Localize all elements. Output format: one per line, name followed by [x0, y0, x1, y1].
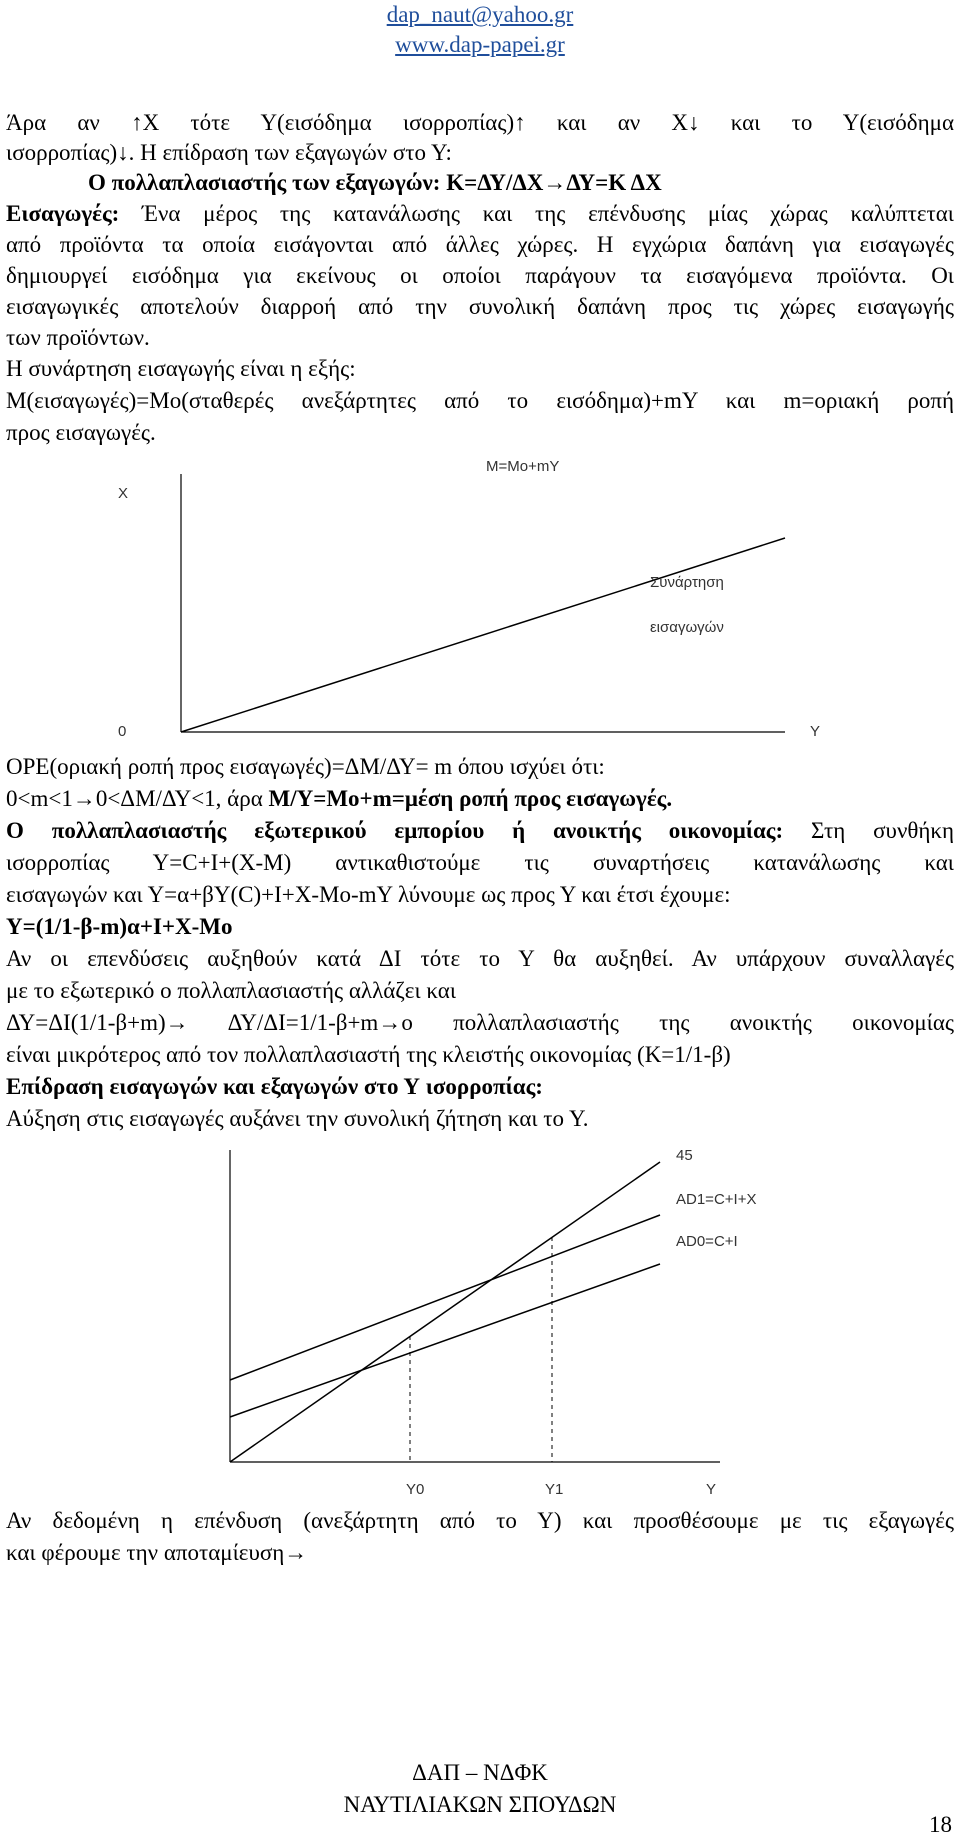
paragraph-line: των προϊόντων.	[6, 325, 150, 350]
average-propensity: Μ/Υ=Μο+m=μέση ροπή προς εισαγωγές.	[268, 786, 673, 811]
paragraph-line: εισαγωγικές αποτελούν διαρροή από την συνολική δαπάνη προς τις χώρες εισαγωγής	[6, 294, 954, 319]
paragraph-line: δημιουργεί εισόδημα για εκείνους οι οποίοι παράγουν τα εισαγόμενα προϊόντα. Οι	[6, 263, 954, 288]
header-website[interactable]: www.dap-papei.gr	[395, 32, 565, 57]
paragraph-line: Η συνάρτηση εισαγωγής είναι η εξής:	[6, 356, 356, 381]
paragraph-line: από προϊόντα τα οποία εισάγονται από άλλες χώρες. Η εγχώρια δαπάνη για εισαγωγές	[6, 232, 954, 257]
ad1-line	[230, 1215, 660, 1380]
import-function-label: εισαγωγών	[650, 619, 724, 636]
header-email[interactable]: dap_naut@yahoo.gr	[386, 2, 574, 27]
footer-line-1: ΔΑΠ – ΝΔΦΚ	[412, 1760, 548, 1785]
exports-multiplier-heading: Ο πολλαπλασιαστής των εξαγωγών: Κ=ΔΥ/ΔΧ→ΔΥ=Κ ΔΧ	[88, 170, 662, 195]
paragraph-line: ισορροπίας)↓. Η επίδραση των εξαγωγών στο Υ:	[6, 140, 452, 165]
equilibrium-formula: Υ=(1/1-β-m)α+I+X-Mo	[6, 914, 233, 939]
paragraph-line: ισορροπίας Υ=C+I+(X-M) αντικαθιστούμε τις συναρτήσεις κατανάλωσης και	[6, 850, 954, 875]
open-economy-multiplier-heading: Ο πολλαπλασιαστής εξωτερικού εμπορίου ή ανοικτής οικονομίας:	[6, 818, 784, 843]
paragraph-text: Στη συνθήκη	[783, 818, 955, 843]
paragraph-line: Μ(εισαγωγές)=Μο(σταθερές ανεξάρτητες από το εισόδημα)+mY και m=οριακή ροπή	[6, 388, 954, 413]
paragraph-line: Αν δεδομένη η επένδυση (ανεξάρτητη από το Υ) και προσθέσουμε με τις εξαγωγές	[6, 1508, 954, 1533]
paragraph-line	[6, 816, 954, 846]
paragraph-line	[6, 784, 954, 814]
aggregate-demand-chart	[0, 1140, 960, 1505]
ad0-line	[230, 1264, 660, 1417]
paragraph-line: ΔΥ=ΔΙ(1/1-β+m)→ ΔΥ/ΔΙ=1/1-β+m→ο πολλαπλασιαστής της ανοικτής οικονομίας	[6, 1010, 954, 1035]
paragraph-line: Αν οι επενδύσεις αυξηθούν κατά ΔΙ τότε το Υ θα αυξηθεί. Αν υπάρχουν συναλλαγές	[6, 946, 954, 971]
import-chart-x-label: Y	[810, 723, 821, 740]
import-chart-origin: 0	[118, 723, 127, 740]
imports-term: Εισαγωγές:	[6, 201, 120, 226]
paragraph-line: με το εξωτερικό ο πολλαπλασιαστής αλλάζει και	[6, 978, 457, 1003]
paragraph-line: είναι μικρότερος από τον πολλαπλασιαστή της κλειστής οικονομίας (Κ=1/1-β)	[6, 1042, 731, 1067]
label-45: 45	[676, 1147, 693, 1164]
effects-heading: Επίδραση εισαγωγών και εξαγωγών στο Υ ισορροπίας:	[6, 1074, 543, 1099]
paragraph-line	[6, 199, 954, 229]
label-ad0: AD0=C+I	[676, 1233, 738, 1250]
import-chart-title: Μ=Μο+mY	[486, 458, 560, 475]
imports-definition: Ένα μέρος της κατανάλωσης και της επένδυσης μίας χώρας καλύπτεται	[119, 201, 954, 226]
label-y0: Y0	[406, 1481, 425, 1498]
label-ad1: AD1=C+I+X	[676, 1191, 757, 1208]
paragraph-line: εισαγωγών και Υ=α+βΥ(C)+I+X-Mo-mY λύνουμε ως προς Υ και έτσι έχουμε:	[6, 882, 731, 907]
label-y: Y	[706, 1481, 717, 1498]
paragraph-line: προς εισαγωγές.	[6, 420, 156, 445]
line-45-degree	[230, 1162, 660, 1462]
paragraph-line: Αύξηση στις εισαγωγές αυξάνει την συνολική ζήτηση και το Υ.	[6, 1106, 589, 1131]
import-chart-y-label: X	[118, 485, 129, 502]
paragraph-line: Άρα αν ↑Χ τότε Υ(εισόδημα ισορροπίας)↑ και αν Χ↓ και το Υ(εισόδημα	[6, 110, 954, 135]
mpm-inequality: 0<m<1→0<ΔΜ/ΔΥ<1, άρα	[6, 786, 269, 811]
paragraph-line: ΟΡΕ(οριακή ροπή προς εισαγωγές)=ΔΜ/ΔΥ= m όπου ισχύει ότι:	[6, 754, 605, 779]
footer-line-2: ΝΑΥΤΙΛΙΑΚΩΝ ΣΠΟΥΔΩΝ	[343, 1792, 617, 1817]
page-number: 18	[929, 1812, 952, 1837]
label-y1: Y1	[545, 1481, 564, 1498]
import-function-label: Συνάρτηση	[650, 574, 724, 591]
paragraph-line: και φέρουμε την αποταμίευση→	[6, 1540, 308, 1565]
import-function-chart	[0, 450, 960, 750]
